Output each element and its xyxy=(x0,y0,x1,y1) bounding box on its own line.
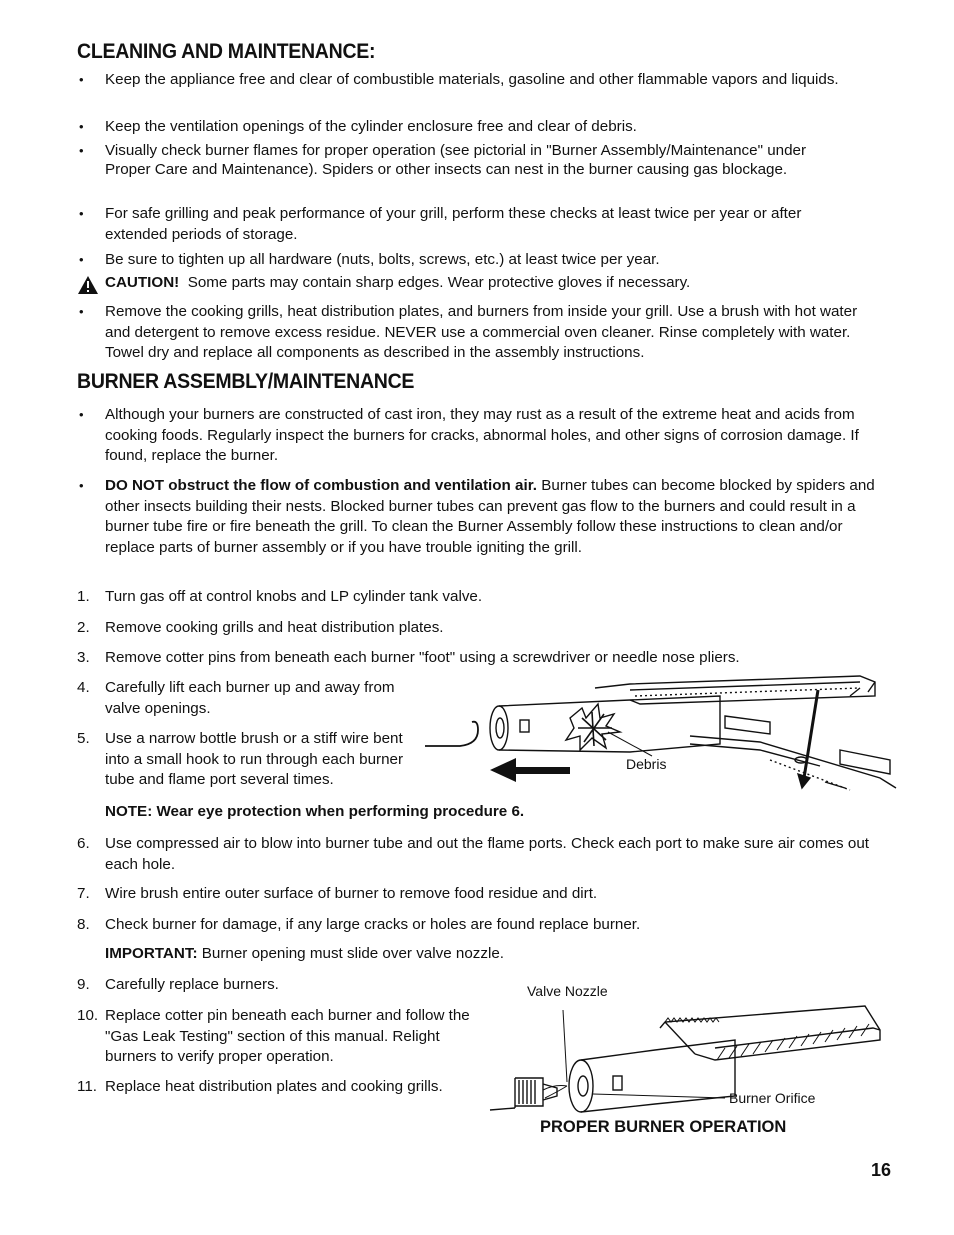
step-item: 4. Carefully lift each burner up and away from valve openings. xyxy=(77,679,395,717)
caution-text: Some parts may contain sharp edges. Wear protective gloves if necessary. xyxy=(187,274,691,291)
burner-orifice-label: Burner Orifice xyxy=(729,1090,816,1106)
list-item: • DO NOT obstruct the flow of combustion and ventilation air. Burner tubes can become blocked by spiders and other insects building their nests. Blocked burner tubes can prevent gas flow to the burners and could result in a burner tube fire or fire beneath the grill. To clean the Burner Assembly follow these instructions to clean and/or replace parts of burner assembly or if you have trouble igniting the grill. xyxy=(79,477,875,556)
debris-label: Debris xyxy=(626,756,667,772)
bullet-marker: • xyxy=(79,143,84,158)
page-number: 16 xyxy=(871,1160,892,1180)
burner-cleaning-illustration xyxy=(420,670,900,805)
list-item: • Visually check burner flames for proper operation (see pictorial in "Burner Assembly/Maintenance" under Proper Care and Maintenance). Spiders or other insects can nest in the burner causing gas blockage. xyxy=(79,142,807,178)
step-item: 2. Remove cooking grills and heat distribution plates. xyxy=(77,619,444,636)
step-item: 8. Check burner for damage, if any large cracks or holes are found replace burner. xyxy=(77,916,641,933)
figure-caption: PROPER BURNER OPERATION xyxy=(540,1118,787,1136)
list-item: • Remove the cooking grills, heat distribution plates, and burners from inside your grill. Use a brush with hot water and detergent to remove excess residue. NEVER use a commercial oven cleaner. Rinse completely with water. Towel dry and replace all components as described in the assembly instructions. xyxy=(79,303,858,361)
section-heading-burner: BURNER ASSEMBLY/MAINTENANCE xyxy=(77,370,415,393)
bullet-marker: • xyxy=(79,119,84,134)
valve-nozzle-label: Valve Nozzle xyxy=(527,983,608,999)
step-item: 7. Wire brush entire outer surface of burner to remove food residue and dirt. xyxy=(77,885,598,902)
list-item: • Keep the appliance free and clear of combustible materials, gasoline and other flammable vapors and liquids. xyxy=(77,70,867,91)
step-item: 10. Replace cotter pin beneath each burner and follow the "Gas Leak Testing" section of this manual. Relight burners to verify proper operation. xyxy=(77,1007,470,1065)
bullet-marker: • xyxy=(79,252,84,267)
step-item: 1. Turn gas off at control knobs and LP cylinder tank valve. xyxy=(77,588,483,605)
list-item: • Keep the ventilation openings of the cylinder enclosure free and clear of debris. xyxy=(77,117,867,138)
important-notice: IMPORTANT: Burner opening must slide over valve nozzle. xyxy=(105,945,504,962)
step-item: 6. Use compressed air to blow into burner tube and out the flame ports. Check each port to make sure air comes out each hole. xyxy=(77,835,869,873)
list-item: • For safe grilling and peak performance of your grill, perform these checks at least twice per year or after extended periods of storage. xyxy=(79,205,802,243)
bullet-marker: • xyxy=(79,407,84,422)
step-item: 9. Carefully replace burners. xyxy=(77,976,279,993)
caution-notice xyxy=(77,273,877,294)
list-item: • Although your burners are constructed of cast iron, they may rust as a result of the extreme heat and acids from cooking foods. Regularly inspect the burners for cracks, abnormal holes, and other signs of corrosion damage. If found, replace the burner. xyxy=(79,406,859,464)
warning-icon xyxy=(77,275,99,295)
step-item: 11. Replace heat distribution plates and cooking grills. xyxy=(77,1078,443,1095)
bullet-marker: • xyxy=(79,304,84,319)
proper-burner-operation-illustration xyxy=(485,1000,895,1115)
section-heading-cleaning: CLEANING AND MAINTENANCE: xyxy=(77,40,376,63)
list-item: • Be sure to tighten up all hardware (nuts, bolts, screws, etc.) at least twice per year. xyxy=(77,250,867,271)
caution-label: CAUTION! xyxy=(105,274,180,291)
note-eye-protection: NOTE: Wear eye protection when performing procedure 6. xyxy=(105,803,525,820)
bullet-marker: • xyxy=(79,206,84,221)
step-item: 3. Remove cotter pins from beneath each burner "foot" using a screwdriver or needle nose pliers. xyxy=(77,649,740,666)
bullet-marker: • xyxy=(79,72,84,87)
bullet-marker: • xyxy=(79,478,84,493)
bold-warning: DO NOT obstruct the flow of combustion and ventilation air. xyxy=(105,477,538,494)
step-item: 5. Use a narrow bottle brush or a stiff wire bent into a small hook to run through each burner tube and flame port several times. xyxy=(77,730,404,788)
important-label: IMPORTANT: xyxy=(105,945,198,962)
